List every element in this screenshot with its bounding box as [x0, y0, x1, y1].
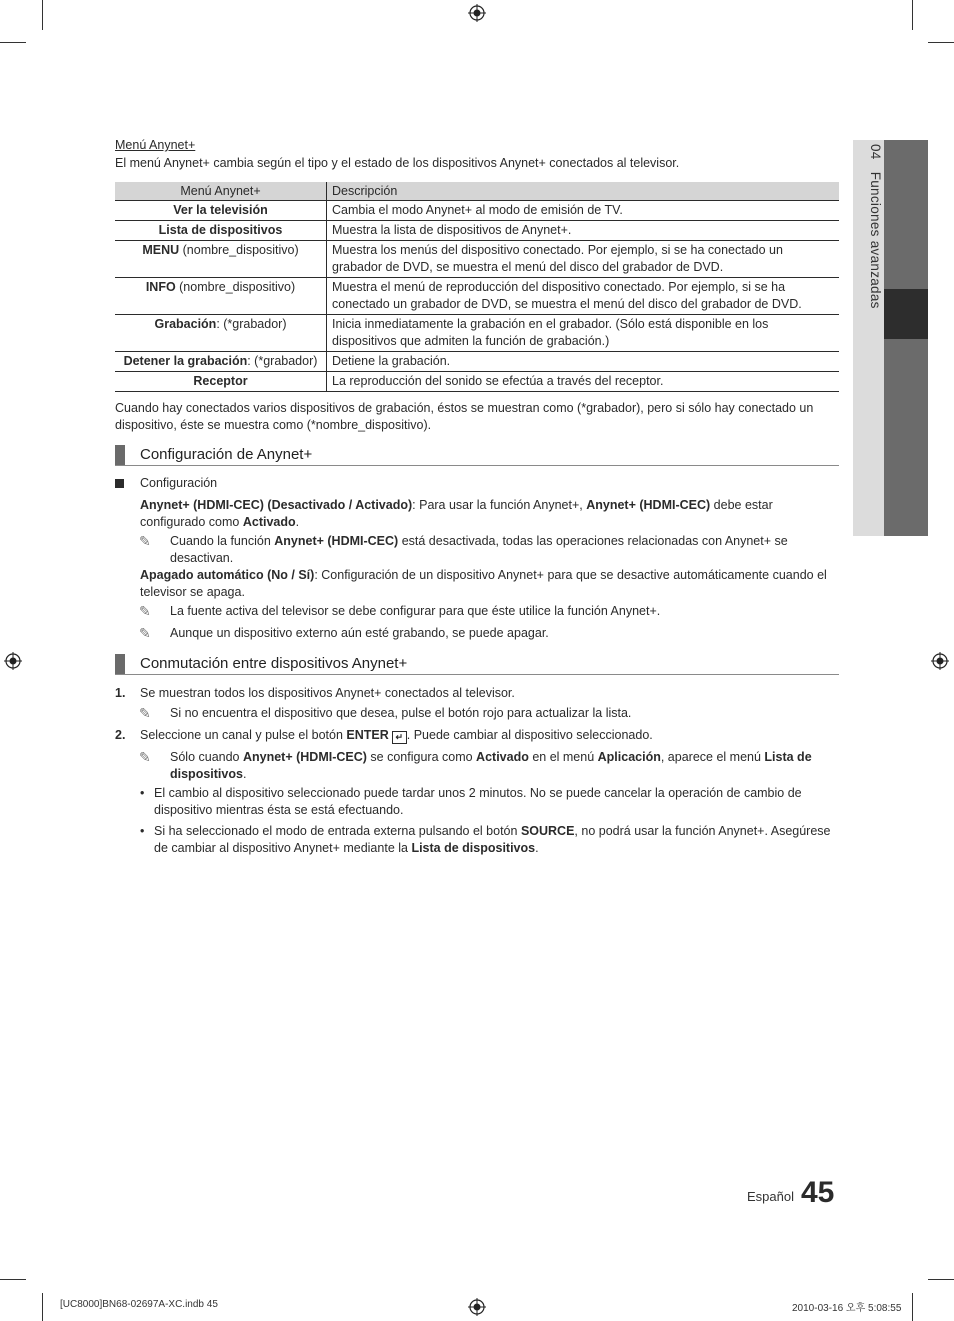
step-number: 2. — [115, 728, 126, 742]
menu-item-name — [115, 241, 327, 278]
menu-item-description: Muestra la lista de dispositivos de Anynet+. — [327, 221, 840, 241]
setting-value: Activado — [242, 515, 296, 529]
setting-name: Anynet+ (HDMI-CEC) — [586, 498, 711, 512]
setting-name: Anynet+ (HDMI-CEC) (Desactivado / Activado) — [140, 498, 413, 512]
table-header-description: Descripción — [327, 182, 840, 201]
bullet-text: El cambio al dispositivo seleccionado puede tardar unos 2 minutos. No se puede cancelar la operación de cambio de dispositivo mientras ésta se está efectuando. — [154, 786, 802, 817]
enter-key-icon: ↵ — [392, 731, 407, 744]
text-run: . — [295, 515, 300, 529]
table-row — [115, 278, 839, 315]
chapter-number: 04 — [868, 144, 883, 160]
pencil-note-icon: ✎ — [139, 603, 151, 619]
bullet-dot-icon: • — [140, 786, 145, 800]
menu-item-bold: MENU — [142, 243, 180, 257]
setting-name: Anynet+ (HDMI-CEC) — [274, 534, 399, 548]
pencil-note-icon: ✎ — [139, 625, 151, 641]
pencil-note-icon: ✎ — [139, 705, 151, 721]
menu-item-suffix: (nombre_dispositivo) — [175, 280, 296, 294]
section-heading-switch — [115, 653, 839, 675]
crop-mark — [42, 0, 43, 30]
text-run: : Para usar la función Anynet+, — [412, 498, 587, 512]
menu-item-name — [115, 315, 327, 352]
note-text: Si no encuentra el dispositivo que desea, pulse el botón rojo para actualizar la lista. — [170, 706, 632, 720]
heading-text: Configuración de Anynet+ — [140, 446, 313, 463]
note-text: La fuente activa del televisor se debe configurar para que éste utilice la función Anynet+. — [170, 604, 661, 618]
menu-item-name — [115, 278, 327, 315]
step-text: Se muestran todos los dispositivos Anynet+ conectados al televisor. — [140, 686, 515, 700]
note-item — [115, 625, 839, 642]
menu-item-name — [115, 221, 327, 241]
setting-name: Apagado automático (No / Sí) — [140, 568, 315, 582]
table-row — [115, 221, 839, 241]
text-run: . — [242, 767, 247, 781]
side-tab-block — [884, 339, 928, 536]
crop-mark — [928, 42, 954, 43]
crop-mark — [912, 1293, 913, 1321]
note-item — [115, 749, 839, 783]
menu-item-description: Inicia inmediatamente la grabación en el grabador. (Sólo está disponible en los dispositivos que admiten la función de grabación.) — [327, 315, 840, 352]
menu-name: Aplicación — [597, 750, 661, 764]
crop-mark — [0, 1279, 26, 1280]
menu-item-bold: Grabación — [154, 317, 217, 331]
bullet-dot-icon: • — [140, 824, 145, 838]
chapter-label — [859, 144, 883, 334]
config-bullet-label: Configuración — [140, 476, 218, 490]
crop-mark — [928, 1279, 954, 1280]
text-run: Seleccione un canal y pulse el botón — [140, 728, 347, 742]
table-header-menu: Menú Anynet+ — [115, 182, 327, 201]
menu-section-label: Menú Anynet+ — [115, 138, 196, 152]
heading-bar — [115, 654, 125, 674]
page-content — [115, 138, 839, 857]
menu-item-bold: Receptor — [193, 374, 248, 388]
registration-mark-icon — [468, 1298, 486, 1316]
config-auto-off — [115, 567, 839, 601]
setting-name: Anynet+ (HDMI-CEC) — [242, 750, 367, 764]
config-hdmi-cec — [115, 497, 839, 531]
menu-item-name — [115, 352, 327, 372]
text-run: Si ha seleccionado el modo de entrada externa pulsando el botón — [154, 824, 521, 838]
chapter-title: Funciones avanzadas — [868, 171, 883, 309]
menu-name: Lista de dispositivos — [170, 750, 812, 781]
footer-language: Español — [747, 1189, 794, 1204]
crop-mark — [0, 42, 26, 43]
imprint-file: [UC8000]BN68-02697A-XC.indb 45 — [60, 1299, 218, 1310]
menu-item-name — [115, 201, 327, 221]
menu-name: Lista de dispositivos — [411, 841, 536, 855]
recorder-note: Cuando hay conectados varios dispositivos de grabación, éstos se muestran como (*grabador), pero si sólo hay conectado un dispositivo, éste se muestra como (*nombre_dispositivo). — [115, 401, 814, 432]
text-run: . Puede cambiar al dispositivo seleccionado. — [406, 728, 653, 742]
note-item — [115, 603, 839, 620]
pencil-note-icon: ✎ — [139, 533, 151, 549]
bullet-item — [115, 785, 839, 819]
text-run: en el menú — [528, 750, 598, 764]
pencil-note-icon: ✎ — [139, 749, 151, 765]
step-2 — [115, 727, 839, 744]
menu-item-bold: INFO — [145, 280, 176, 294]
anynet-menu-table — [115, 182, 839, 392]
square-bullet-icon — [115, 479, 124, 488]
menu-item-name — [115, 372, 327, 392]
config-bullet — [115, 475, 839, 492]
registration-mark-icon — [931, 652, 949, 670]
menu-item-description: Muestra el menú de reproducción del dispositivo conectado. Por ejemplo, si se ha conectado un grabador de DVD, se muestra el menú del disco del grabador de DVD. — [327, 278, 840, 315]
table-header-row — [115, 182, 839, 201]
heading-bar — [115, 445, 125, 465]
menu-item-description: Cambia el modo Anynet+ al modo de emisión de TV. — [327, 201, 840, 221]
step-1 — [115, 685, 839, 702]
side-tab-active-block — [884, 289, 928, 339]
table-row — [115, 201, 839, 221]
menu-item-bold: Lista de dispositivos — [158, 223, 283, 237]
section-heading-config — [115, 444, 839, 466]
table-row — [115, 352, 839, 372]
text-run: . — [535, 841, 539, 855]
button-name: ENTER — [346, 728, 389, 742]
menu-item-suffix: (nombre_dispositivo) — [179, 243, 299, 257]
menu-intro: El menú Anynet+ cambia según el tipo y el estado de los dispositivos Anynet+ conectados al televisor. — [115, 156, 680, 170]
step-number: 1. — [115, 686, 126, 700]
menu-item-bold: Ver la televisión — [173, 203, 268, 217]
text-run: se configura como — [366, 750, 477, 764]
text-run: Sólo cuando — [170, 750, 243, 764]
side-tab-block — [884, 140, 928, 289]
menu-item-suffix: : (*grabador) — [216, 317, 287, 331]
note-item — [115, 533, 839, 567]
text-run: Cuando la función — [170, 534, 275, 548]
crop-mark — [912, 0, 913, 30]
menu-item-suffix: : (*grabador) — [247, 354, 318, 368]
note-item — [115, 705, 839, 722]
menu-item-description: La reproducción del sonido se efectúa a través del receptor. — [327, 372, 840, 392]
text-run: , no podrá usar la función Anynet+. Asegúrese de cambiar al dispositivo Anynet+ mediante la — [154, 824, 831, 855]
note-text: Aunque un dispositivo externo aún esté grabando, se puede apagar. — [170, 626, 549, 640]
setting-value: Activado — [476, 750, 529, 764]
menu-item-description: Muestra los menús del dispositivo conectado. Por ejemplo, si se ha conectado un grabador de DVD, se muestra el menú del disco del grabador de DVD. — [327, 241, 840, 278]
heading-text: Conmutación entre dispositivos Anynet+ — [140, 655, 408, 672]
text-run: debe estar configurado como — [140, 498, 773, 529]
imprint-timestamp: 2010-03-16 오후 5:08:55 — [792, 1303, 902, 1314]
table-row — [115, 315, 839, 352]
button-name: SOURCE — [520, 824, 575, 838]
bullet-item — [115, 823, 839, 857]
text-run: está desactivada, todas las operaciones relacionadas con Anynet+ se desactivan. — [170, 534, 788, 565]
page-number: 45 — [801, 1176, 835, 1209]
menu-item-description: Detiene la grabación. — [327, 352, 840, 372]
menu-item-bold: Detener la grabación — [123, 354, 248, 368]
registration-mark-icon — [4, 652, 22, 670]
table-row — [115, 241, 839, 278]
registration-mark-icon — [468, 4, 486, 22]
table-body — [115, 201, 839, 392]
text-run: , aparece el menú — [660, 750, 765, 764]
table-row — [115, 372, 839, 392]
text-run: : Configuración de un dispositivo Anynet+ para que se desactive automáticamente cuando el televisor se apaga. — [140, 568, 827, 599]
crop-mark — [42, 1293, 43, 1321]
